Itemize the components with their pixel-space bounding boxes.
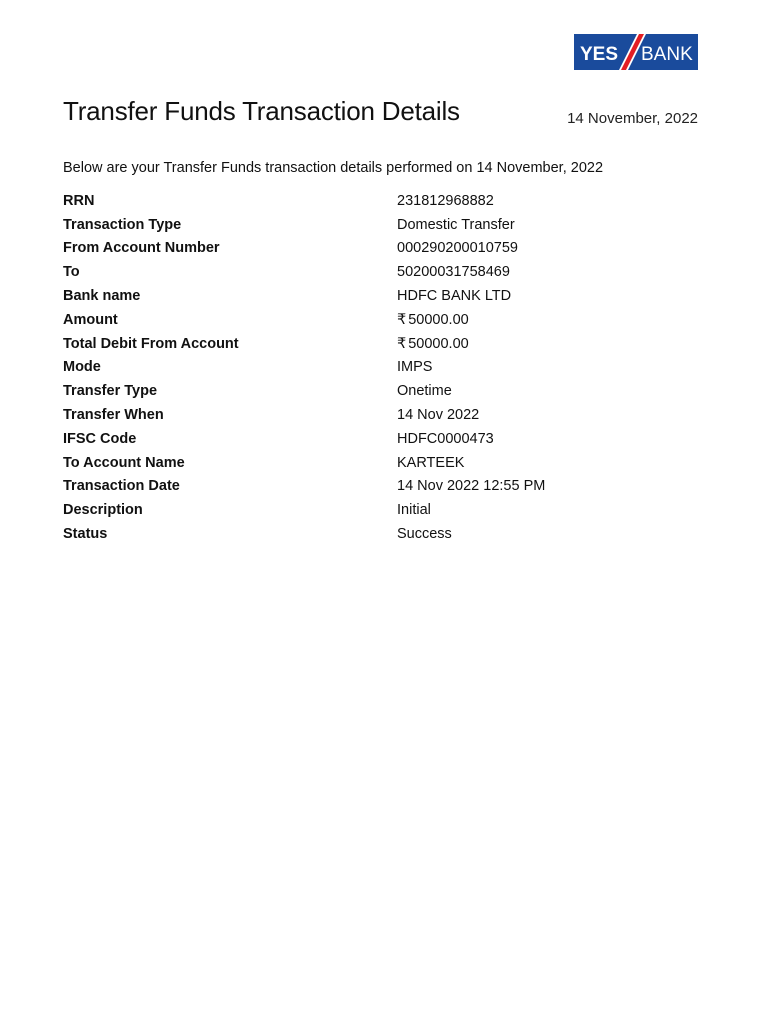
statement-date: 14 November, 2022 — [567, 110, 698, 127]
detail-row-bank-name — [63, 284, 703, 308]
detail-value: Domestic Transfer — [397, 216, 515, 233]
detail-row-transaction-type — [63, 213, 703, 237]
detail-label: IFSC Code — [63, 430, 137, 447]
status-value: Success — [397, 526, 452, 543]
detail-label: Transaction Type — [63, 216, 182, 233]
detail-value: Initial — [397, 502, 431, 519]
detail-label: To — [63, 264, 80, 281]
detail-label: Transfer When — [63, 407, 164, 424]
detail-row-transfer-when — [63, 403, 703, 427]
detail-label: Amount — [63, 311, 118, 328]
detail-value-total-debit — [397, 336, 469, 352]
detail-value: Onetime — [397, 383, 452, 400]
detail-row-to — [63, 260, 703, 284]
detail-row-mode — [63, 356, 703, 380]
total-debit-value: 50000.00 — [408, 335, 469, 352]
yes-bank-logo — [574, 34, 698, 70]
detail-row-transaction-date — [63, 475, 703, 499]
detail-label: Mode — [63, 359, 101, 376]
page-title: Transfer Funds Transaction Details — [63, 96, 460, 126]
detail-value: HDFC BANK LTD — [397, 288, 512, 305]
detail-value: IMPS — [397, 359, 433, 376]
detail-value: 14 Nov 2022 — [397, 407, 480, 424]
detail-row-amount — [63, 308, 703, 332]
detail-value: 14 Nov 2022 12:55 PM — [397, 478, 546, 495]
detail-row-to-account-name — [63, 451, 703, 475]
detail-row-description — [63, 498, 703, 522]
yes-bank-logo-icon — [574, 34, 698, 70]
detail-value: HDFC0000473 — [397, 430, 494, 447]
detail-label: To Account Name — [63, 454, 185, 471]
detail-label: Description — [63, 502, 143, 519]
detail-row-total-debit — [63, 332, 703, 356]
detail-label: Transfer Type — [63, 383, 158, 400]
detail-row-from-account — [63, 237, 703, 261]
detail-value: 50200031758469 — [397, 264, 510, 281]
detail-row-status — [63, 522, 703, 546]
detail-label: Total Debit From Account — [63, 335, 239, 352]
detail-value-amount — [397, 312, 469, 328]
detail-label: Bank name — [63, 288, 141, 305]
detail-label: Status — [63, 526, 108, 543]
detail-row-ifsc-code — [63, 427, 703, 451]
detail-row-rrn — [63, 189, 703, 213]
logo-text-bank: BANK — [641, 44, 693, 65]
amount-value: 50000.00 — [408, 311, 469, 328]
rupee-icon: ₹ — [397, 335, 407, 352]
detail-value: 000290200010759 — [397, 240, 518, 257]
detail-value: KARTEEK — [397, 454, 465, 471]
detail-row-transfer-type — [63, 379, 703, 403]
detail-label: RRN — [63, 192, 95, 209]
detail-label: Transaction Date — [63, 478, 180, 495]
intro-text: Below are your Transfer Funds transaction details performed on 14 November, 2022 — [63, 160, 604, 176]
transaction-details-list — [63, 189, 703, 546]
detail-label: From Account Number — [63, 240, 220, 257]
logo-text-yes: YES — [580, 44, 619, 65]
detail-value: 231812968882 — [397, 192, 494, 209]
rupee-icon: ₹ — [397, 311, 407, 328]
